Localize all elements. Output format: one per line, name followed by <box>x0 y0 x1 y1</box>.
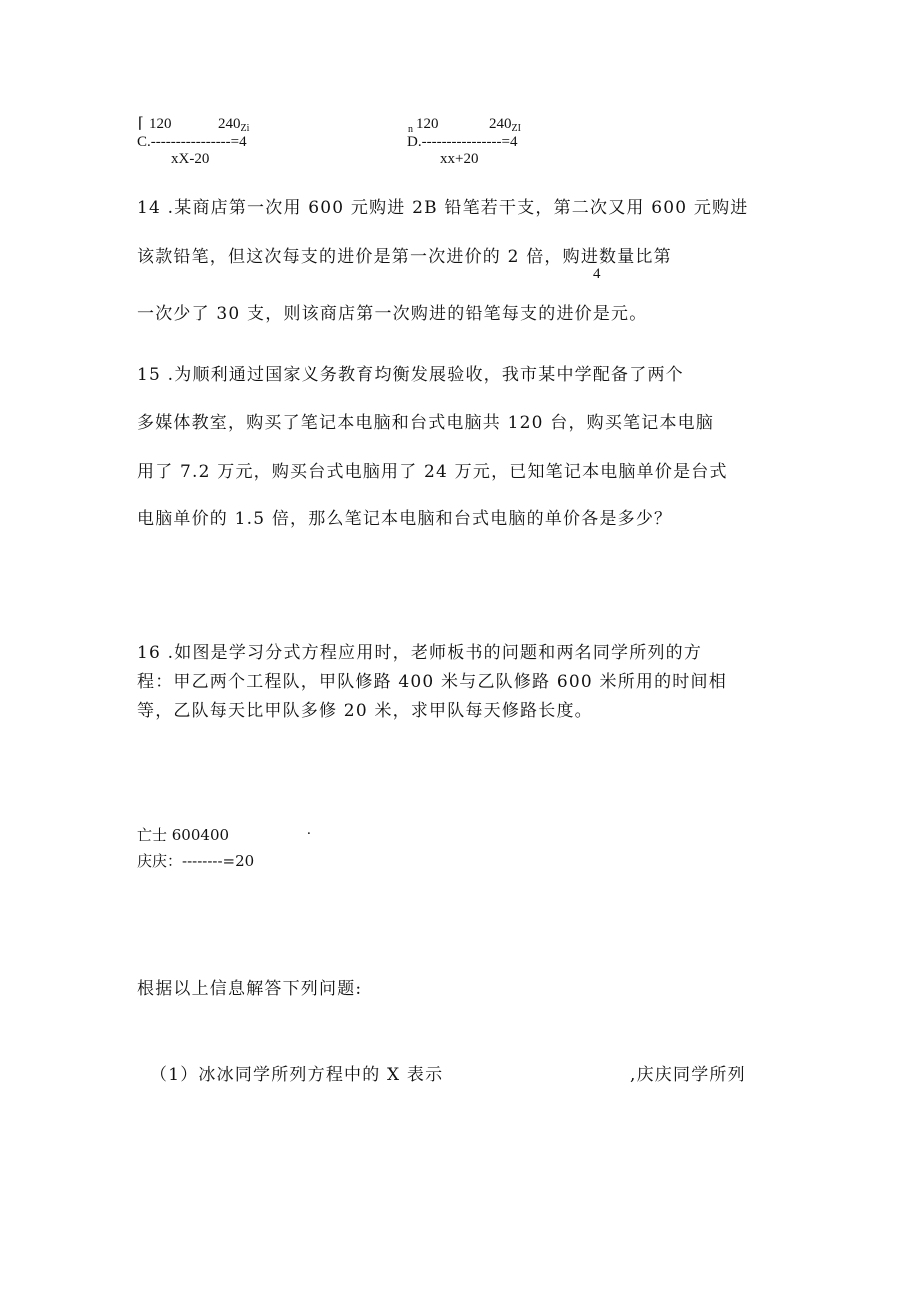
q16-line2: 程：甲乙两个工程队，甲队修路 400 米与乙队修路 600 米所用的时间相 <box>137 672 727 692</box>
q15-line4: 电脑单价的 1.5 倍，那么笔记本电脑和台式电脑的单价各是多少？ <box>137 509 673 529</box>
option-d-numerator-left: 120 <box>416 116 439 132</box>
qingqing-equation-dot: . <box>307 822 311 838</box>
option-d-denominator: xx+20 <box>440 151 479 167</box>
q14-line3: 一次少了 30 支，则该商店第一次购进的铅笔每支的进价是元。 <box>137 304 648 324</box>
option-c-subscript: Zi <box>240 123 250 134</box>
option-c-bracket: ⌈ <box>138 116 144 132</box>
qingqing-equation-bottom: 庆庆：--------=20 <box>137 852 255 870</box>
q15-line2: 多媒体教室，购买了笔记本电脑和台式电脑共 120 台，购买笔记本电脑 <box>137 413 715 433</box>
q16-line1: 16 .如图是学习分式方程应用时，老师板书的问题和两名同学所列的方 <box>137 643 703 663</box>
q15-line3: 用了 7.2 万元，购买台式电脑用了 24 万元，已知笔记本电脑单价是台式 <box>137 462 728 482</box>
sub1-right-text: ,庆庆同学所列 <box>630 1065 746 1085</box>
option-c-denominator: xX-20 <box>171 151 210 167</box>
instruction-text: 根据以上信息解答下列问题: <box>137 979 363 999</box>
option-c-fraction-line: C.----------------=4 <box>137 134 247 150</box>
q14-line2: 该款铅笔，但这次每支的进价是第一次进价的 2 倍，购进数量比第 <box>137 247 672 267</box>
option-c-numerator-right: $240_{Zi}$ <box>218 116 250 134</box>
q14-stray-number: 4 <box>593 266 601 282</box>
sub1-left-text: （1）冰冰同学所列方程中的 X 表示 <box>150 1065 444 1085</box>
q15-line1: 15 .为顺利通过国家义务教育均衡发展验收，我市某中学配备了两个 <box>137 365 684 385</box>
q16-line3: 等，乙队每天比甲队多修 20 米，求甲队每天修路长度。 <box>137 701 593 721</box>
q14-line1: 14 .某商店第一次用 600 元购进 2B 铅笔若干支，第二次又用 600 元购进 <box>137 198 749 218</box>
option-d-subscript: ZI <box>511 123 521 134</box>
option-c-numerator-left: 120 <box>149 116 172 132</box>
option-d-numerator-right: $240_{ZI}$ <box>489 116 521 134</box>
option-d-prefix: n <box>408 124 413 135</box>
option-d-fraction-line: D.----------------=4 <box>407 134 518 150</box>
qingqing-equation-top: 亡士 600400 <box>137 826 230 844</box>
